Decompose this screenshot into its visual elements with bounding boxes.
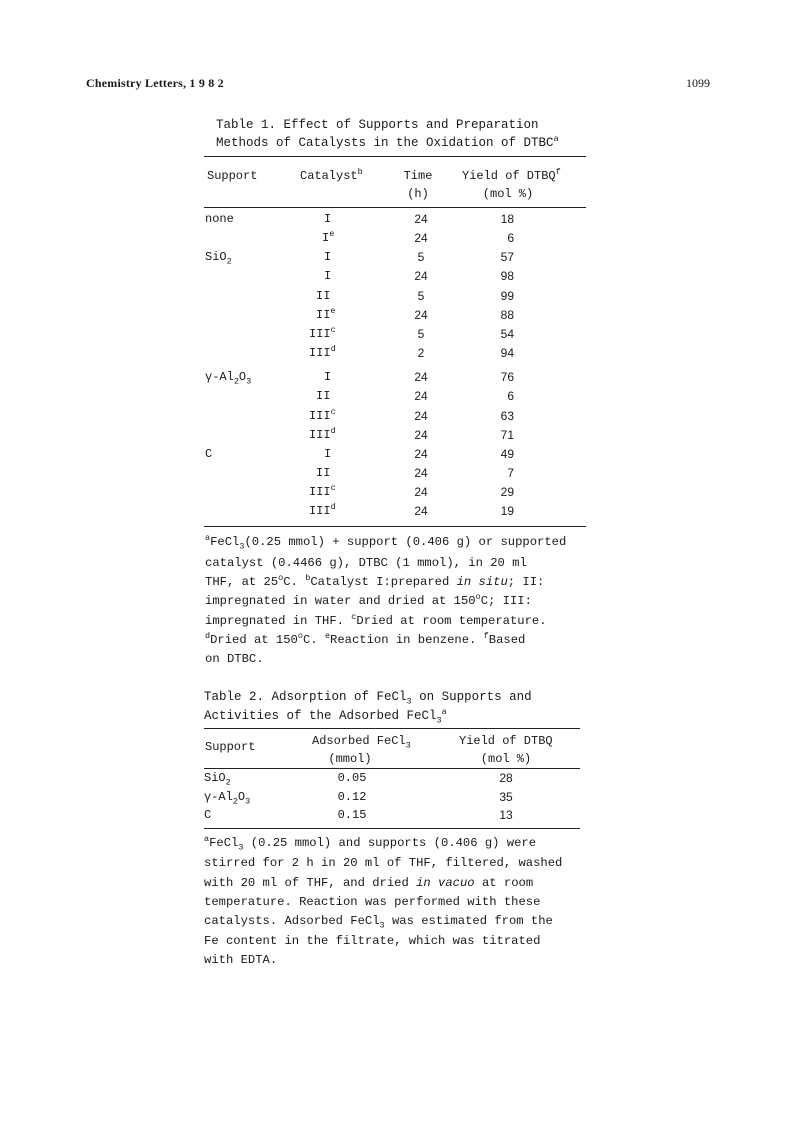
table1-cell-time: 24 (414, 231, 428, 246)
table2-cell-support: $\gamma-Al_2O_3$ (204, 789, 251, 806)
table1-cell-catalyst: II (316, 288, 331, 303)
table2-footnote-line: catalysts. Adsorbed FeCl$_3$ was estimated from the (204, 914, 553, 931)
table1-cell-yield: 71 (500, 427, 514, 442)
table2-head-rule (204, 768, 580, 769)
table2-head-adsorbed-unit: (mmol) (328, 752, 372, 766)
table1-bottom-rule (204, 526, 586, 527)
table1-cell-time: 5 (417, 250, 425, 265)
table1-cell-yield: 57 (500, 250, 514, 265)
table1-cell-yield: 94 (500, 346, 514, 361)
table1-head-yield: Yield of DTBQ$^f$ (462, 167, 561, 183)
table1-cell-yield: 18 (500, 212, 514, 226)
table1-footnote-line: $^a$FeCl$_3$(0.25 mmol) + support (0.406 g) or supported (205, 532, 567, 552)
table2-cell-yield: 35 (499, 789, 513, 804)
table1-cell-yield: 99 (500, 288, 514, 303)
table2-caption-line1: Table 2. Adsorption of FeCl$_3$ on Supports and (204, 690, 532, 707)
table1-cell-catalyst: I (324, 269, 332, 284)
table1-cell-time: 5 (417, 288, 425, 303)
table1-cell-time: 24 (414, 504, 428, 519)
table2-cell-support: SiO$_2$ (204, 771, 231, 788)
table1-footnote-line: $^d$Dried at 150$^o$C. $^e$Reaction in benzene. $^f$Based (205, 630, 526, 647)
table1-cell-time: 24 (414, 465, 428, 480)
table2-cell-yield: 28 (499, 771, 513, 785)
table2-head-support: Support (205, 740, 256, 754)
table1-cell-time: 24 (414, 370, 428, 385)
table1-cell-catalyst: III$^c$ (309, 324, 336, 341)
table1-cell-time: 24 (414, 307, 428, 322)
table1-footnote-line: catalyst (0.4466 g), DTBC (1 mmol), in 20 ml (205, 556, 527, 570)
table1-cell-catalyst: III$^c$ (309, 483, 336, 500)
table1-cell-catalyst: I (324, 212, 332, 226)
table2-cell-adsorbed: 0.12 (337, 789, 367, 804)
table2-footnote-line: Fe content in the filtrate, which was titrated (204, 934, 541, 948)
table2-head-yield: Yield of DTBQ (459, 734, 553, 748)
table2-cell-support: C (204, 808, 212, 822)
table1-cell-yield: 76 (500, 370, 514, 385)
table2-top-rule (204, 728, 580, 729)
table2-cell-yield: 13 (499, 808, 513, 822)
table1-cell-time: 2 (417, 346, 425, 361)
table1-cell-catalyst: III$^d$ (309, 502, 336, 519)
table1-footnote-line: impregnated in THF. $^c$Dried at room temperature. (205, 611, 547, 628)
table1-head-time-unit: (h) (407, 187, 429, 201)
table1-footnote-line: impregnated in water and dried at 150$^o$C; III: (205, 591, 532, 608)
table1-cell-time: 24 (414, 269, 428, 284)
table1-cell-yield: 63 (500, 408, 514, 423)
table1-cell-yield: 6 (507, 389, 514, 404)
table1-cell-catalyst: II (316, 389, 331, 404)
table1-cell-yield: 49 (500, 446, 514, 461)
table1-cell-catalyst: III$^d$ (309, 344, 336, 361)
table1-cell-catalyst: Ie (322, 229, 335, 246)
table1-cell-time: 24 (414, 485, 428, 500)
table1-head-support: Support (207, 169, 258, 183)
table1-cell-yield: 98 (500, 269, 514, 284)
table1-footnote-line: on DTBC. (205, 652, 264, 666)
table1-cell-time: 24 (414, 212, 428, 226)
table1-head-time: Time (403, 169, 433, 183)
table2-cell-adsorbed: 0.05 (337, 771, 367, 785)
table2-bottom-rule (204, 828, 580, 829)
table1-cell-yield: 88 (500, 307, 514, 322)
table1-cell-support: $\gamma-Al_2O_3$ (205, 370, 252, 387)
table2-footnote-line: with EDTA. (204, 953, 278, 967)
table1-cell-support: C (205, 446, 213, 461)
table1-cell-yield: 29 (500, 485, 514, 500)
table2-footnote-line: with 20 ml of THF, and dried in vacuo at room (204, 876, 534, 890)
table2-cell-adsorbed: 0.15 (337, 808, 367, 822)
table1-top-rule (204, 156, 586, 157)
table1-cell-catalyst: IIe (316, 305, 336, 322)
table1-caption-line1: Table 1. Effect of Supports and Preparation (216, 118, 539, 132)
table2-footnote-line: temperature. Reaction was performed with these (204, 895, 541, 909)
table1-cell-support: SiO$_2$ (205, 250, 232, 267)
table1-cell-yield: 7 (507, 465, 514, 480)
table1-cell-catalyst: II (316, 465, 331, 480)
table1-cell-support: none (205, 212, 234, 226)
table1-cell-catalyst: I (324, 250, 332, 265)
table1-footnote-line: THF, at 25$^o$C. $^b$Catalyst I:prepared in situ; II: (205, 572, 545, 589)
table1-head-rule (204, 207, 586, 208)
table2-head-adsorbed: Adsorbed FeCl$_3$ (312, 734, 411, 751)
table2-footnote-line: $^a$FeCl$_3$ (0.25 mmol) and supports (0.406 g) were (204, 833, 537, 853)
table1-cell-catalyst: III$^d$ (309, 425, 336, 442)
table1-cell-yield: 6 (507, 231, 514, 246)
table1-head-catalyst: Catalyst$^b$ (300, 167, 363, 183)
page-number: 1099 (686, 76, 710, 90)
table2-head-yield-unit: (mol %) (480, 752, 532, 766)
table2-footnote-line: stirred for 2 h in 20 ml of THF, filtered, washed (204, 856, 563, 870)
table1-head-yield-unit: (mol %) (482, 187, 534, 201)
journal-header: Chemistry Letters, 1 9 8 2 (86, 76, 224, 90)
table1-cell-yield: 54 (500, 326, 514, 341)
table1-cell-catalyst: I (324, 446, 332, 461)
table1-cell-catalyst: III$^c$ (309, 406, 336, 423)
table1-cell-time: 24 (414, 408, 428, 423)
table1-cell-time: 24 (414, 446, 428, 461)
table2-caption-line2: Activities of the Adsorbed FeCl$_3^a$ (204, 706, 447, 726)
table1-cell-time: 24 (414, 427, 428, 442)
table1-cell-time: 24 (414, 389, 428, 404)
table1-cell-catalyst: I (324, 370, 332, 385)
table1-cell-yield: 19 (500, 504, 514, 519)
table1-caption-line2: Methods of Catalysts in the Oxidation of DTBC$^a$ (216, 133, 559, 150)
table1-cell-time: 5 (417, 326, 425, 341)
